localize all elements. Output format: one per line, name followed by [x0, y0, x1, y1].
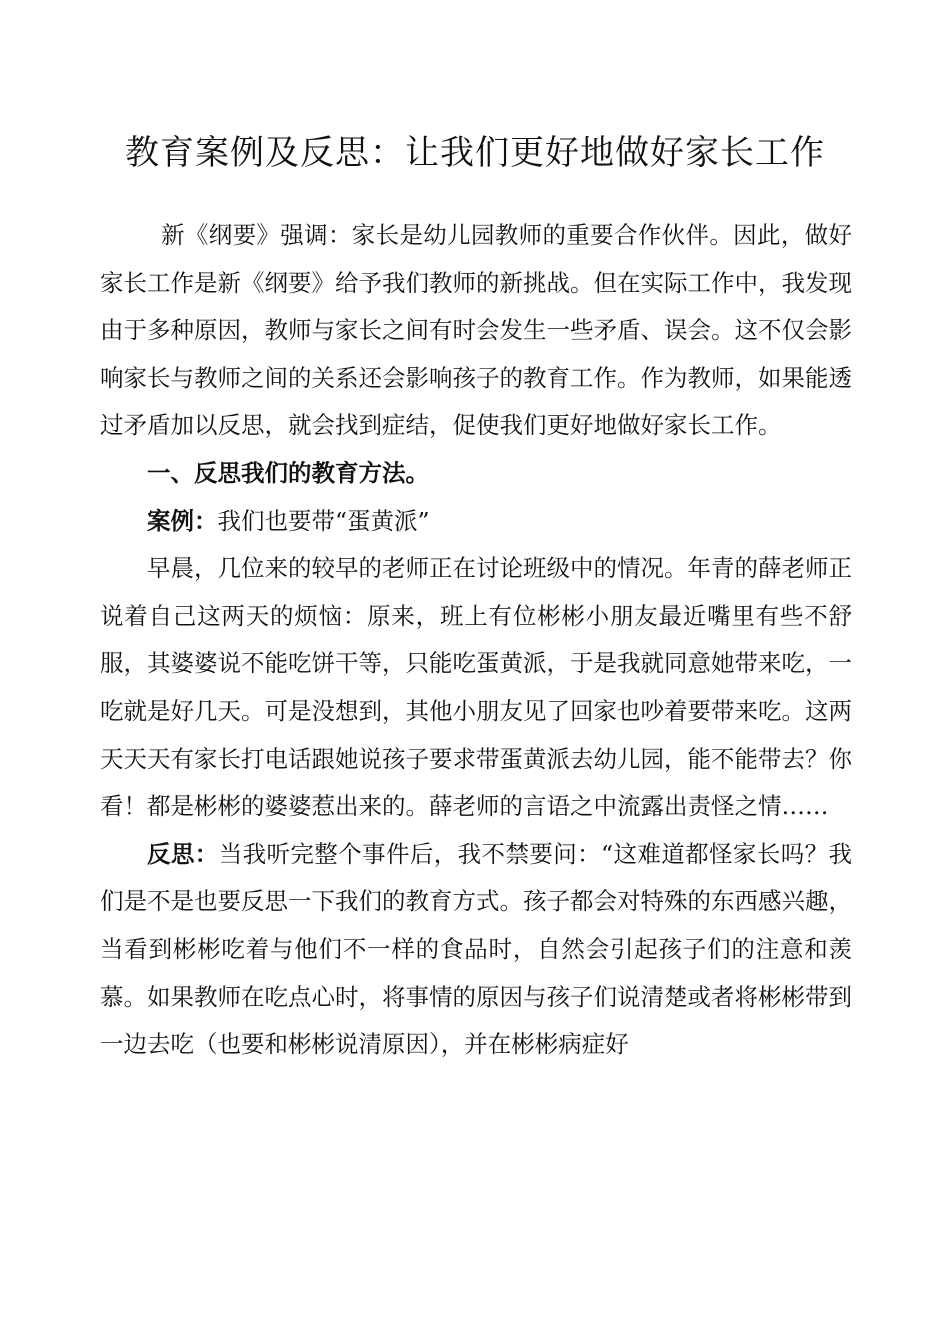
case-body-paragraph: 早晨，几位来的较早的老师正在讨论班级中的情况。年青的薛老师正说着自己这两天的烦恼：原来，班上有位彬彬小朋友最近嘴里有些不舒服，其婆婆说不能吃饼干等，只能吃蛋黄派，于是我就同意她带来吃，一吃就是好几天。可是没想到，其他小朋友见了回家也吵着要带来吃。这两天天天有家长打电话跟她说孩子要求带蛋黄派去幼儿园，能不能带去？你看！都是彬彬的婆婆惹出来的。薛老师的言语之中流露出责怪之情…… — [100, 554, 852, 821]
section-heading: 一、反思我们的教育方法。 — [147, 458, 429, 487]
intro-paragraph: 新《纲要》强调：家长是幼儿园教师的重要合作伙伴。因此，做好家长工作是新《纲要》给予我们教师的新挑战。但在实际工作中，我发现由于多种原因，教师与家长之间有时会发生一些矛盾、误会。这不仅会影响家长与教师之间的关系还会影响孩子的教育工作。作为教师，如果能透过矛盾加以反思，就会找到症结，促使我们更好地做好家长工作。 — [100, 221, 852, 440]
case-paragraph — [100, 498, 852, 546]
reflection-body: 当我听完整个事件后，我不禁要问：“这难道都怪家长吗？我们是不是也要反思一下我们的教育方式。孩子都会对特殊的东西感兴趣，当看到彬彬吃着与他们不一样的食品时，自然会引起孩子们的注意和羡慕。如果教师在吃点心时，将事情的原因与孩子们说清楚或者将彬彬带到一边去吃（也要和彬彬说清原因），并在彬彬病症好 — [100, 839, 853, 1059]
case-label: 案例： — [147, 506, 218, 535]
reflection-paragraph — [100, 831, 852, 1069]
document-body — [100, 212, 852, 1069]
reflection-label: 反思： — [147, 839, 219, 868]
document-title: 教育案例及反思：让我们更好地做好家长工作 — [125, 133, 825, 173]
case-title: 我们也要带“蛋黄派” — [217, 506, 430, 535]
